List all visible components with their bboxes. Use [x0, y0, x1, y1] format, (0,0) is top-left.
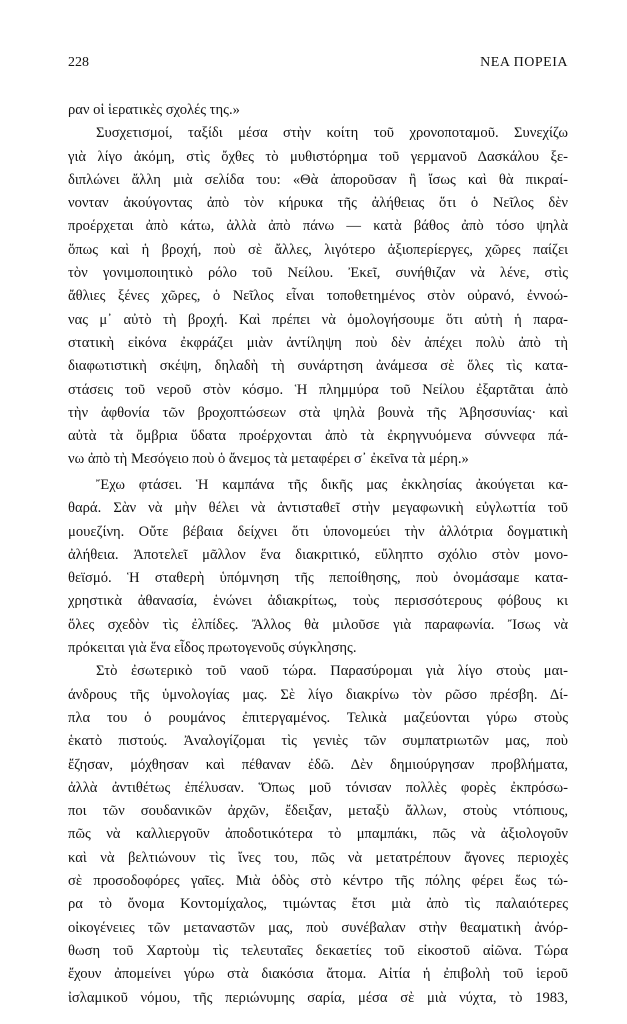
text-line: πῶς νὰ καλλιεργοῦν ἀποδοτικότερα τὸ μπαμπάκι, πῶς νὰ ἀξιολογοῦν	[68, 826, 568, 843]
text-line: γιὰ λίγο ἀκόμη, στὶς ὄχθες τὸ μυθιστόρημα τοῦ γερμανοῦ Δασκάλου ξε-	[68, 148, 568, 165]
text-line: διαφωτιστικὴ σκέψη, δηλαδὴ τὴ συνάρτηση ἀνάμεσα σὲ ὅλες τὶς κατα-	[68, 358, 568, 375]
text-line: άνδρους τῆς ὑμνολογίας μας. Σὲ λίγο διακρίνω τὸν ρῶσο πρέσβη. Δί-	[68, 686, 568, 703]
text-line: ποι τῶν σουδανικῶν ἀρχῶν, ἔδειξαν, μεταξὺ ἄλλων, στοὺς ντόπιους,	[68, 803, 568, 820]
text-line: προέρχεται ἀπὸ κάτω, ἀλλὰ ἀπὸ πάνω — κατὰ βάθος ἀπὸ τόσο ψηλὰ	[68, 218, 568, 235]
text-line: ἀλλὰ ἀντιθέτως ἐπέλυσαν. Ὅπως μοῦ τόνισαν πολλὲς φορὲς ἐκπρόσω-	[68, 779, 568, 796]
text-line: Ἔχω φτάσει. Ἡ καμπάνα τῆς δικῆς μας ἐκκλησίας ἀκούγεται κα-	[96, 477, 568, 493]
text-line: μουεζίνη. Οὔτε βέβαια δείχνει ὅτι ὑπονομεύει τὴν ἀλλότρια δογματικὴ	[68, 523, 568, 540]
text-line: ἑκατὸ πιστούς. Ἀναλογίζομαι τὶς γενιὲς τῶν συμπατριωτῶν μας, ποὺ	[68, 733, 568, 750]
text-line: καὶ νὰ βελτιώνουν τὶς ἴνες του, πῶς νὰ μετατρέπουν ἄγονες περιοχὲς	[68, 849, 568, 866]
text-block-quote-continuation	[68, 99, 568, 472]
text-line: ἔζησαν, μόχθησαν καὶ πέθαναν ἐδῶ. Δὲν δημιούργησαν προβλήματα,	[68, 756, 568, 773]
text-line: ἔχουν ἀπομείνει γύρω στὰ διακόσια ἄτομα. Αἰτία ἡ ἐπιβολὴ τοῦ ἱεροῦ	[68, 966, 568, 983]
text-line: πλα του ὁ ρουμάνος ἐπιτεργαμένος. Τελικὰ μαζεύονται γύρω στοὺς	[68, 709, 568, 726]
text-line: στατικὴ εἰκόνα ἐκφράζει μιὰν ἀντίληψη ποὺ δὲν ἀπέχει πολὺ ἀπὸ τὴ	[68, 334, 568, 351]
text-line: ἀλήθεια. Ἀποτελεῖ μᾶλλον ἕνα διακριτικό, εὔληπτο σχόλιο στὸν μονο-	[68, 546, 568, 563]
text-line: χρηστικὰ ἀθανασία, ἑνώνει ἀδιακρίτως, τοὺς περισσότερους φόβους κι	[68, 593, 568, 610]
text-line: ἄθλιες ξένες χῶρες, ὁ Νεῖλος εἶναι τοποθετημένος στὸν οὐρανό, ἐννοώ-	[68, 288, 568, 305]
text-block-arrival	[68, 474, 568, 1010]
text-line: νονταν ἀκούγοντας ἀπὸ τὸν κήρυκα τῆς ἀλήθειας ὅτι ὁ Νεῖλος δὲν	[68, 195, 568, 212]
text-line: Στὸ ἐσωτερικὸ τοῦ ναοῦ τώρα. Παρασύρομαι γιὰ λίγο στοὺς μαι-	[96, 663, 568, 680]
running-title: ΝΕΑ ΠΟΡΕΙΑ	[480, 55, 568, 70]
text-line: σὲ προσοδοφόρες γαῖες. Μιὰ ὁδὸς στὸ κέντρο τῆς πόλης φέρει ἕως τώ-	[68, 873, 568, 890]
text-line: θαρά. Σὰν νὰ μὴν θέλει νὰ ἀντισταθεῖ στὴν μεγαφωνικὴ εὐγλωττία τοῦ	[68, 500, 568, 517]
text-line: ραν οἱ ἱερατικὲς σχολές της.»	[68, 102, 240, 118]
text-line: νας μ᾽ αὐτὸ τὴ βροχή. Καὶ πρέπει νὰ ὁμολογήσουμε ὅτι αὐτὴ ἡ παρα-	[68, 311, 568, 328]
text-line: οἰκογένειες τῶν μεταναστῶν μας, ποὺ συνέβαλαν στὴν θεαματικὴ ἀνόρ-	[68, 919, 568, 936]
text-line: νω ἀπὸ τὴ Μεσόγειο ποὺ ὁ ἄνεμος τὰ μεταφέρει σ᾽ ἐκεῖνα τὰ μέρη.»	[68, 451, 469, 468]
text-line: πρόκειται γιὰ ἕνα εἶδος πρωτογενοῦς σύγκλησης.	[68, 640, 357, 657]
text-line: θεϊσμό. Ἡ σταθερὴ ὑπόμνηση τῆς πεποίθησης, ποὺ ὀνομάσαμε κατα-	[68, 570, 568, 587]
text-line: τὴν ἀφθονία τῶν βροχοπτώσεων στὰ ψηλὰ βουνὰ τῆς Ἀβησσυνίας· καὶ	[68, 404, 568, 421]
text-line: στάσεις τοῦ νεροῦ στὸν κόσμο. Ἡ πλημμύρα τοῦ Νείλου ἐξαρτᾶται ἀπὸ	[68, 381, 568, 398]
text-line: ἰσλαμικοῦ νόμου, τῆς περιώνυμης σαρία, μέσα σὲ μιὰ νύχτα, τὸ 1983,	[68, 989, 568, 1006]
text-line: Συσχετισμοί, ταξίδι μέσα στὴν κοίτη τοῦ χρονοποταμοῦ. Συνεχίζω	[96, 125, 568, 142]
text-line: τὸν γονιμοποιητικὸ ρόλο τοῦ Νείλου. Ἐκεῖ, συνήθιζαν νὰ λένε, στὶς	[68, 265, 568, 282]
text-line: ρα τὸ ὄνομα Κοντομίχαλος, τιμώντας ἔτσι μιὰ ἀπὸ τὶς παλαιότερες	[68, 896, 568, 913]
text-line: θωση τοῦ Χαρτοὺμ τὶς τελευταῖες δεκαετίες τοῦ εἰκοστοῦ αἰῶνα. Τώρα	[68, 942, 568, 959]
text-line: διπλώνει ἄλλη μιὰ σελίδα του: «Θὰ ἀποροῦσαν ἢ ἴσως καὶ θὰ πικραί-	[68, 171, 568, 188]
page-number: 228	[68, 55, 89, 70]
text-line: ὅλες σχεδὸν τὶς ἐλπίδες. Ἄλλος θὰ μιλοῦσε γιὰ παραφωνία. Ἴσως νὰ	[68, 616, 568, 633]
text-line: ὅπως καὶ ἡ βροχή, ποὺ σὲ ἄλλες, λιγότερο ἀξιοπερίεργες, χῶρες παίζει	[68, 241, 568, 258]
text-line: αὐτὰ τὰ ὄμβρια ὕδατα προέρχονται ἀπὸ τὰ ἐκρηγνυόμενα σύννεφα πά-	[68, 428, 568, 445]
page-header	[68, 55, 568, 77]
